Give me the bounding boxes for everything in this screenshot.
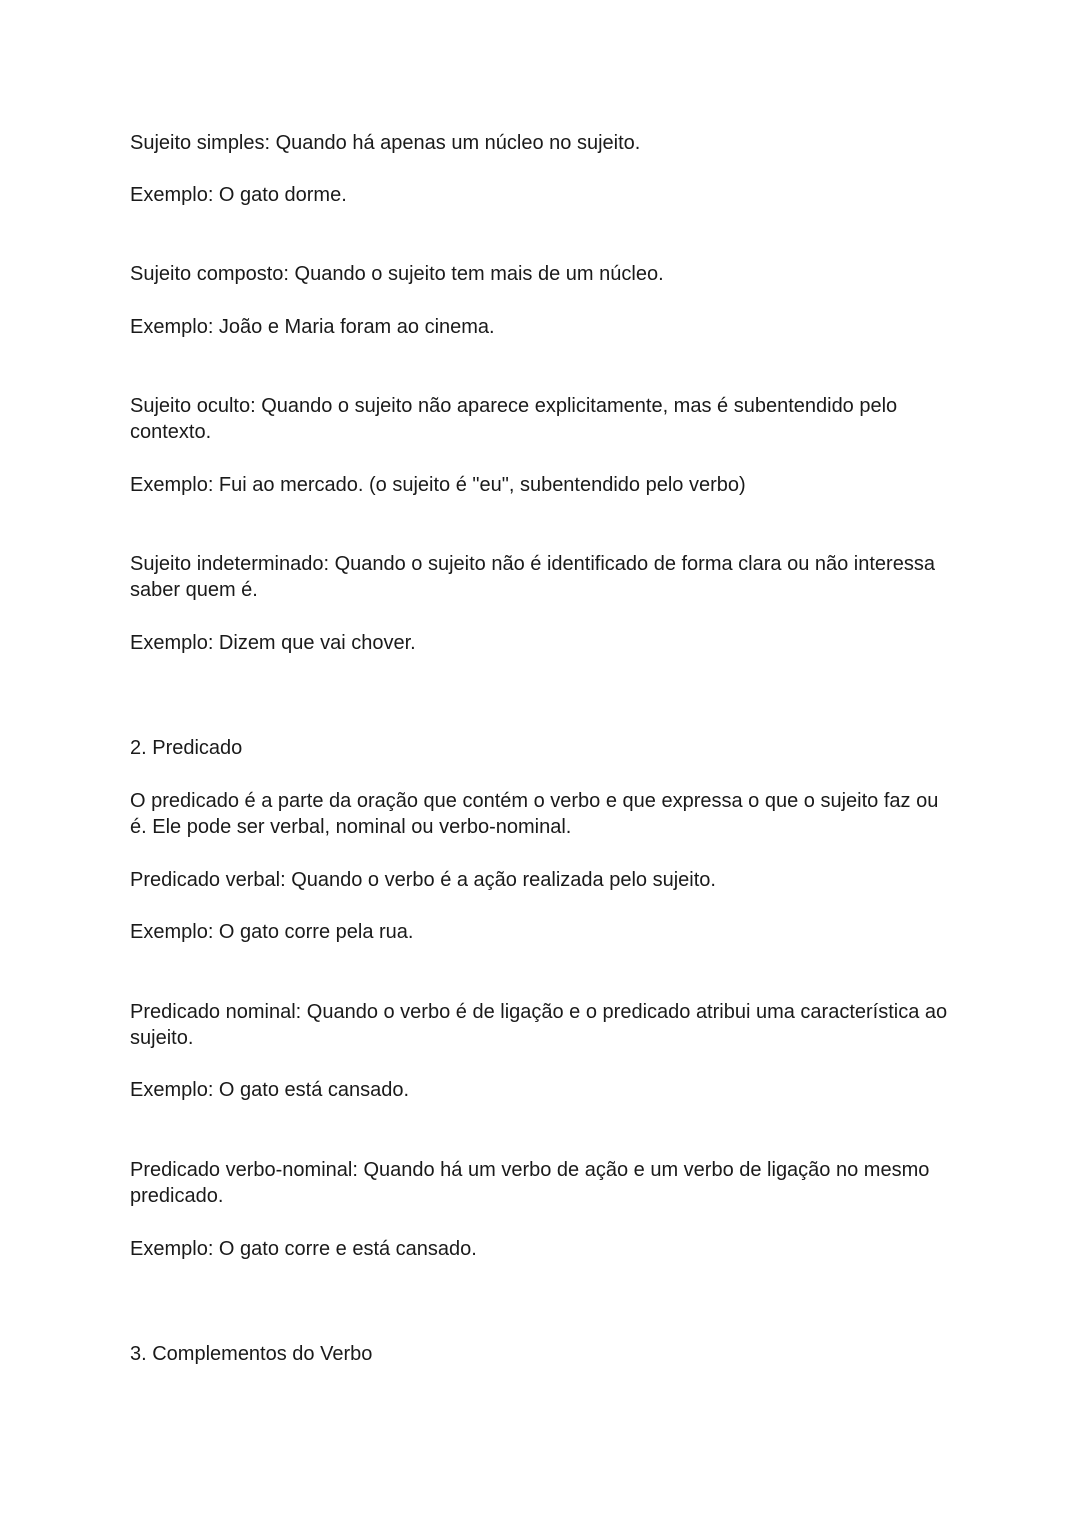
paragraph-sujeito-composto: Sujeito composto: Quando o sujeito tem mais de um núcleo.	[130, 263, 664, 285]
paragraph-sujeito-oculto: Sujeito oculto: Quando o sujeito não aparece explicitamente, mas é subentendido pelo contexto.	[130, 395, 898, 443]
paragraph-predicado-nominal: Predicado nominal: Quando o verbo é de ligação e o predicado atribui uma característica ao sujeito.	[130, 1001, 948, 1049]
paragraph-example: Exemplo: João e Maria foram ao cinema.	[130, 316, 495, 338]
paragraph-example: Exemplo: Dizem que vai chover.	[130, 632, 416, 654]
section-heading-predicado: 2. Predicado	[130, 737, 243, 759]
paragraph-sujeito-simples: Sujeito simples: Quando há apenas um núcleo no sujeito.	[130, 132, 641, 154]
paragraph-example: Exemplo: Fui ao mercado. (o sujeito é "eu", subentendido pelo verbo)	[130, 474, 746, 496]
paragraph-predicado-verbal: Predicado verbal: Quando o verbo é a ação realizada pelo sujeito.	[130, 869, 716, 891]
paragraph-example: Exemplo: O gato está cansado.	[130, 1079, 410, 1101]
section-heading-complementos: 3. Complementos do Verbo	[130, 1343, 373, 1365]
paragraph-example: Exemplo: O gato corre e está cansado.	[130, 1238, 477, 1260]
paragraph-predicado-verbo-nominal: Predicado verbo-nominal: Quando há um verbo de ação e um verbo de ligação no mesmo predicado.	[130, 1159, 930, 1207]
paragraph-predicado-intro: O predicado é a parte da oração que contém o verbo e que expressa o que o sujeito faz ou é. Ele pode ser verbal, nominal ou verbo-nominal.	[130, 790, 939, 838]
paragraph-example: Exemplo: O gato corre pela rua.	[130, 921, 414, 943]
paragraph-sujeito-indeterminado: Sujeito indeterminado: Quando o sujeito não é identificado de forma clara ou não interessa saber quem é.	[130, 553, 935, 601]
paragraph-example: Exemplo: O gato dorme.	[130, 184, 347, 206]
